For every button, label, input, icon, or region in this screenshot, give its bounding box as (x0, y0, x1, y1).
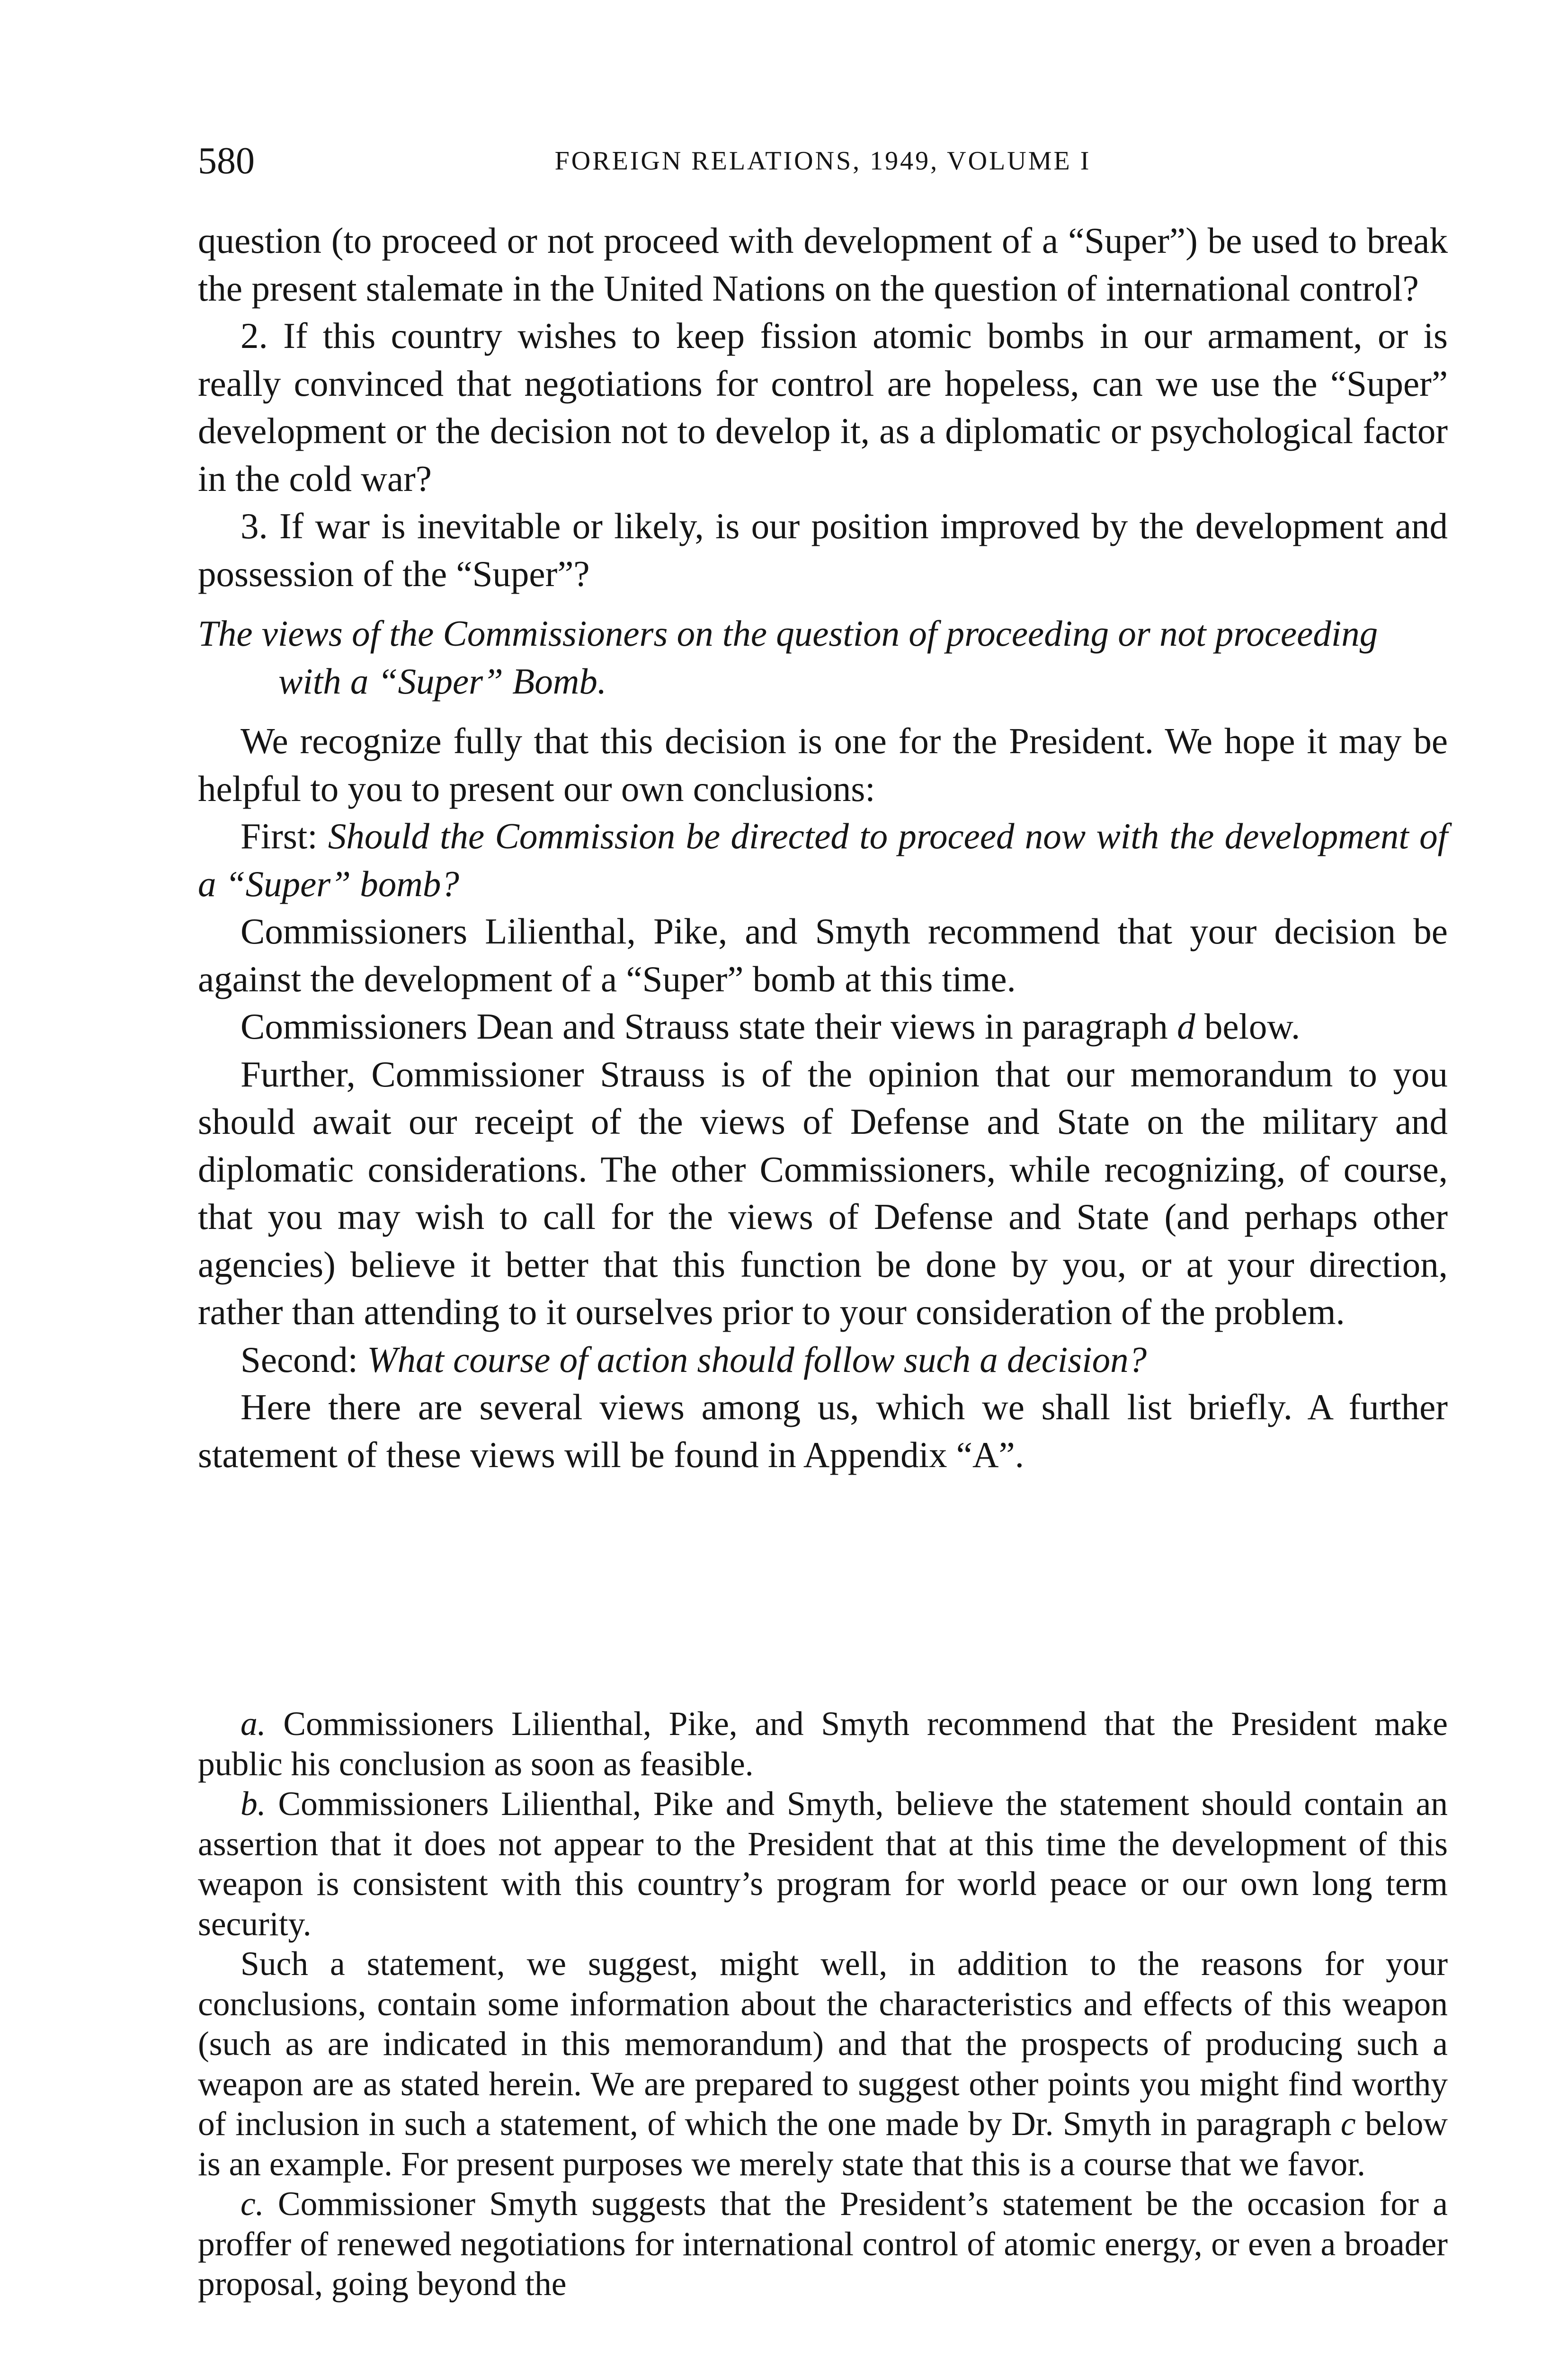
such-paragraph-ref: c (1340, 2105, 1356, 2143)
first-label: First: (241, 816, 318, 856)
item-c-text: Commissioner Smyth suggests that the President’s statement be the occasion for a proffer of renewed negotiations for international control of atomic energy, or even a broader proposal, going beyond the (198, 2185, 1448, 2303)
item-b-label: b. (241, 1785, 266, 1823)
paragraph-dean-strauss (198, 1003, 1448, 1050)
paragraph-further: Further, Commissioner Strauss is of the opinion that our memorandum to you should await our receipt of the views of Defense and State on the military and diplomatic considerations. The other Commissioners, while recognizing, of course, that you may wish to call for the views of Defense and State (and perhaps other agencies) believe it better that this function be done by you, or at your direction, rather than attending to it ourselves prior to your consideration of the problem. (198, 1053, 1448, 1332)
paragraph-continuation: question (to proceed or not proceed with development of a “Super”) be used to break the present stalemate in the United Nations on the question of international control? (198, 220, 1448, 309)
list-item-a (198, 1704, 1448, 1784)
paragraph-recommend: Commissioners Lilienthal, Pike, and Smyth recommend that your decision be against the development of a “Super” bomb at this time. (198, 911, 1448, 999)
page-number: 580 (198, 140, 255, 182)
first-question: Should the Commission be directed to proceed now with the development of a “Super” bomb? (198, 816, 1448, 904)
such-text-end: below is an example. For present purposes we merely state that this is a course that we favor. (198, 2105, 1448, 2183)
paragraph-question-2: 2. If this country wishes to keep fission atomic bombs in our armament, or is really convinced that negotiations for control are hopeless, can we use the “Super” development or the decision not to develop it, as a diplomatic or psychological factor in the cold war? (198, 315, 1448, 499)
second-label: Second: (241, 1339, 358, 1380)
paragraph-such-statement (198, 1944, 1448, 2184)
page-header (198, 137, 1448, 185)
main-text (198, 217, 1448, 1478)
section-heading (198, 610, 1448, 705)
item-a-label: a. (241, 1705, 266, 1743)
paragraph-question-3: 3. If war is inevitable or likely, is our position improved by the development and possession of the “Super”? (198, 506, 1448, 594)
document-page (198, 0, 1448, 2367)
item-c-label: c. (241, 2185, 264, 2223)
dean-text-end: below. (1204, 1006, 1301, 1047)
such-text-start: Such a statement, we suggest, might well, in addition to the reasons for your conclusions, contain some information about the characteristics and effects of this weapon (such as are indicated in this memorandum) and that the prospects of producing such a weapon are as stated herein. We are prepared to suggest other points you might find worthy of inclusion in such a statement, of which the one made by Dr. Smyth in paragraph (198, 1945, 1448, 2143)
list-item-c (198, 2184, 1448, 2305)
item-b-text: Commissioners Lilienthal, Pike and Smyth, believe the statement should contain an assertion that it does not appear to the President that at this time the development of this weapon is consistent with this country’s program for world peace or our own long term security. (198, 1785, 1448, 1943)
list-item-b (198, 1784, 1448, 1944)
dean-text-start: Commissioners Dean and Strauss state their views in paragraph (241, 1006, 1168, 1047)
list-text (198, 1704, 1448, 2305)
dean-paragraph-ref: d (1177, 1006, 1195, 1047)
paragraph-recognize: We recognize fully that this decision is one for the President. We hope it may be helpful to you to present our own conclusions: (198, 721, 1448, 809)
paragraph-first (198, 812, 1448, 908)
section-heading-text: The views of the Commissioners on the question of proceeding or not proceeding with a “Super” Bomb. (198, 613, 1378, 702)
running-head: FOREIGN RELATIONS, 1949, VOLUME I (554, 146, 1091, 176)
paragraph-second (198, 1336, 1448, 1384)
item-a-text: Commissioners Lilienthal, Pike, and Smyth recommend that the President make public his conclusion as soon as feasible. (198, 1705, 1448, 1783)
paragraph-several-views: Here there are several views among us, which we shall list briefly. A further statement of these views will be found in Appendix “A”. (198, 1387, 1448, 1475)
second-question: What course of action should follow such a decision? (367, 1339, 1147, 1380)
